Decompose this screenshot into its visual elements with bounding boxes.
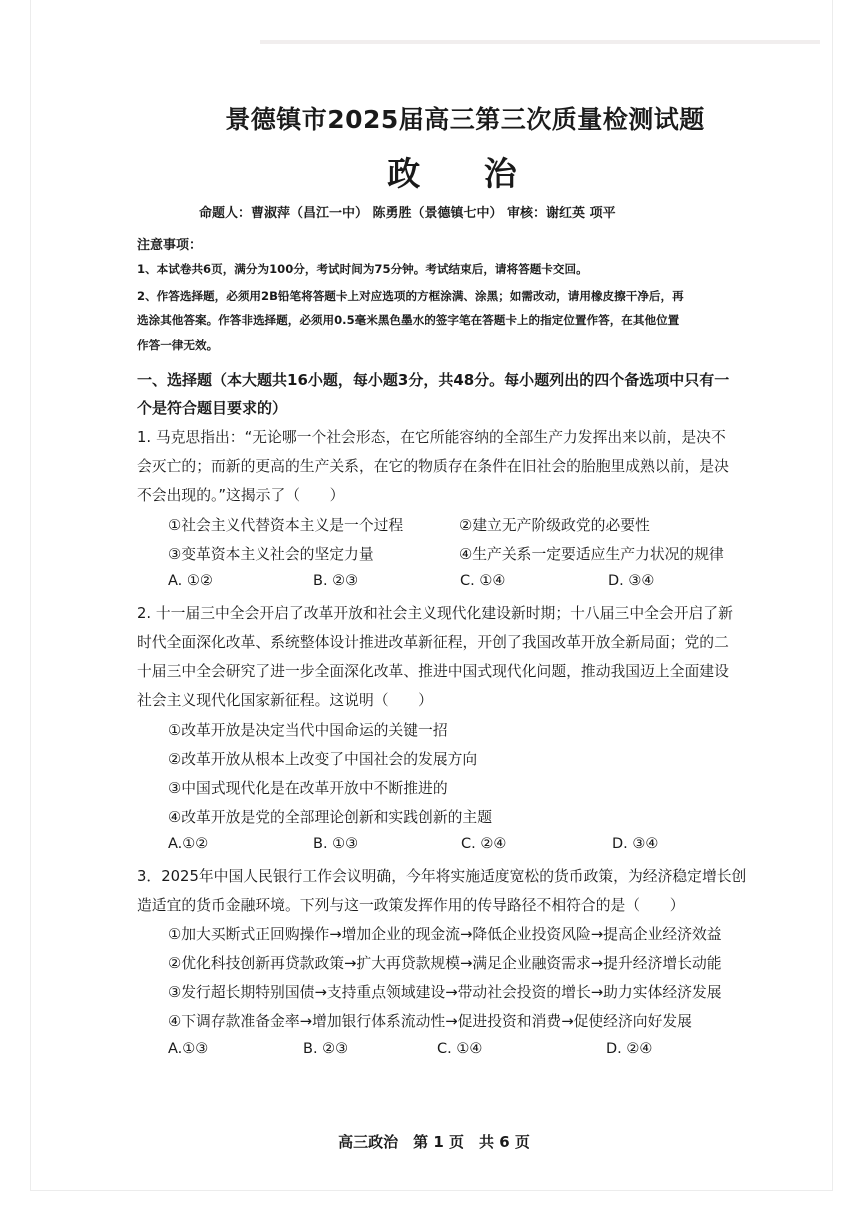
notice-line: 作答一律无效。 <box>137 338 219 352</box>
question-1-choice: C. ①④ <box>460 573 506 589</box>
question-2-choice: D. ③④ <box>612 836 659 852</box>
page-footer: 高三政治 第 1 页 共 6 页 <box>338 1133 530 1151</box>
section-heading: 个是符合题目要求的） <box>137 399 288 417</box>
question-3-choice: A.①③ <box>168 1041 209 1057</box>
question-2-stem: 社会主义现代化国家新征程。这说明（ ） <box>137 692 433 709</box>
question-2-option: ②改革开放从根本上改变了中国社会的发展方向 <box>168 751 478 768</box>
question-1-option: ④生产关系一定要适应生产力状况的规律 <box>459 546 724 563</box>
question-1-stem: 不会出现的。”这揭示了（ ） <box>137 487 345 504</box>
question-2-option: ①改革开放是决定当代中国命运的关键一招 <box>168 722 448 739</box>
question-3-choice: C. ①④ <box>437 1041 483 1057</box>
question-2-option: ③中国式现代化是在改革开放中不断推进的 <box>168 780 448 797</box>
question-2-choice: A.①② <box>168 836 209 852</box>
question-2-stem: 2. 十一届三中全会开启了改革开放和社会主义现代化建设新时期；十八届三中全会开启了新 <box>137 605 733 622</box>
question-3-option: ③发行超长期特别国债→支持重点领域建设→带动社会投资的增长→助力实体经济发展 <box>168 984 722 1001</box>
question-2-choice: C. ②④ <box>461 836 507 852</box>
notice-line: 1、本试卷共6页，满分为100分，考试时间为75分钟。考试结束后，请将答题卡交回。 <box>137 262 588 276</box>
question-3-option: ①加大买断式正回购操作→增加企业的现金流→降低企业投资风险→提高企业经济效益 <box>168 926 722 943</box>
question-3-choice: B. ②③ <box>303 1041 349 1057</box>
question-2-choice: B. ①③ <box>313 836 359 852</box>
question-3-stem: 造适宜的货币金融环境。下列与这一政策发挥作用的传导路径不相符合的是（ ） <box>137 897 685 914</box>
question-3-option: ④下调存款准备金率→增加银行体系流动性→促进投资和消费→促使经济向好发展 <box>168 1013 692 1030</box>
question-3-choice: D. ②④ <box>606 1041 653 1057</box>
question-1-stem: 1. 马克思指出：“无论哪一个社会形态，在它所能容纳的全部生产力发挥出来以前，是决不 <box>137 429 726 446</box>
notice-line: 选涂其他答案。作答非选择题，必须用0.5毫米黑色墨水的签字笔在答题卡上的指定位置作答，在其他位置 <box>137 313 680 327</box>
question-1-option: ②建立无产阶级政党的必要性 <box>459 517 650 534</box>
question-3-stem: 3．2025年中国人民银行工作会议明确，今年将实施适度宽松的货币政策，为经济稳定增长创 <box>137 868 747 885</box>
question-2-option: ④改革开放是党的全部理论创新和实践创新的主题 <box>168 809 493 826</box>
question-1-option: ①社会主义代替资本主义是一个过程 <box>168 517 404 534</box>
question-1-choice: D. ③④ <box>608 573 655 589</box>
question-1-choice: B. ②③ <box>313 573 359 589</box>
question-3-option: ②优化科技创新再贷款政策→扩大再贷款规模→满足企业融资需求→提升经济增长动能 <box>168 955 722 972</box>
scan-edge-bottom <box>30 1190 833 1191</box>
question-1-option: ③变革资本主义社会的坚定力量 <box>168 546 374 563</box>
exam-authors: 命题人：曹淑萍（昌江一中） 陈勇胜（景德镇七中） 审核：谢红英 项平 <box>199 206 616 221</box>
exam-subject: 政 治 <box>387 154 543 193</box>
exam-title: 景德镇市2025届高三第三次质量检测试题 <box>225 105 705 134</box>
section-heading: 一、选择题（本大题共16小题，每小题3分，共48分。每小题列出的四个备选项中只有一 <box>137 371 730 389</box>
notice-heading: 注意事项： <box>137 238 203 253</box>
question-1-choice: A. ①② <box>168 573 213 589</box>
question-2-stem: 十届三中全会研究了进一步全面深化改革、推进中国式现代化问题，推动我国迈上全面建设 <box>137 663 729 680</box>
question-1-stem: 会灭亡的；而新的更高的生产关系，在它的物质存在条件在旧社会的胎胞里成熟以前，是决 <box>137 458 729 475</box>
question-2-stem: 时代全面深化改革、系统整体设计推进改革新征程，开创了我国改革开放全新局面；党的二 <box>137 634 729 651</box>
scan-artifact <box>260 40 820 44</box>
notice-line: 2、作答选择题，必须用2B铅笔将答题卡上对应选项的方框涂满、涂黑；如需改动，请用橡皮擦干净后，再 <box>137 289 684 303</box>
